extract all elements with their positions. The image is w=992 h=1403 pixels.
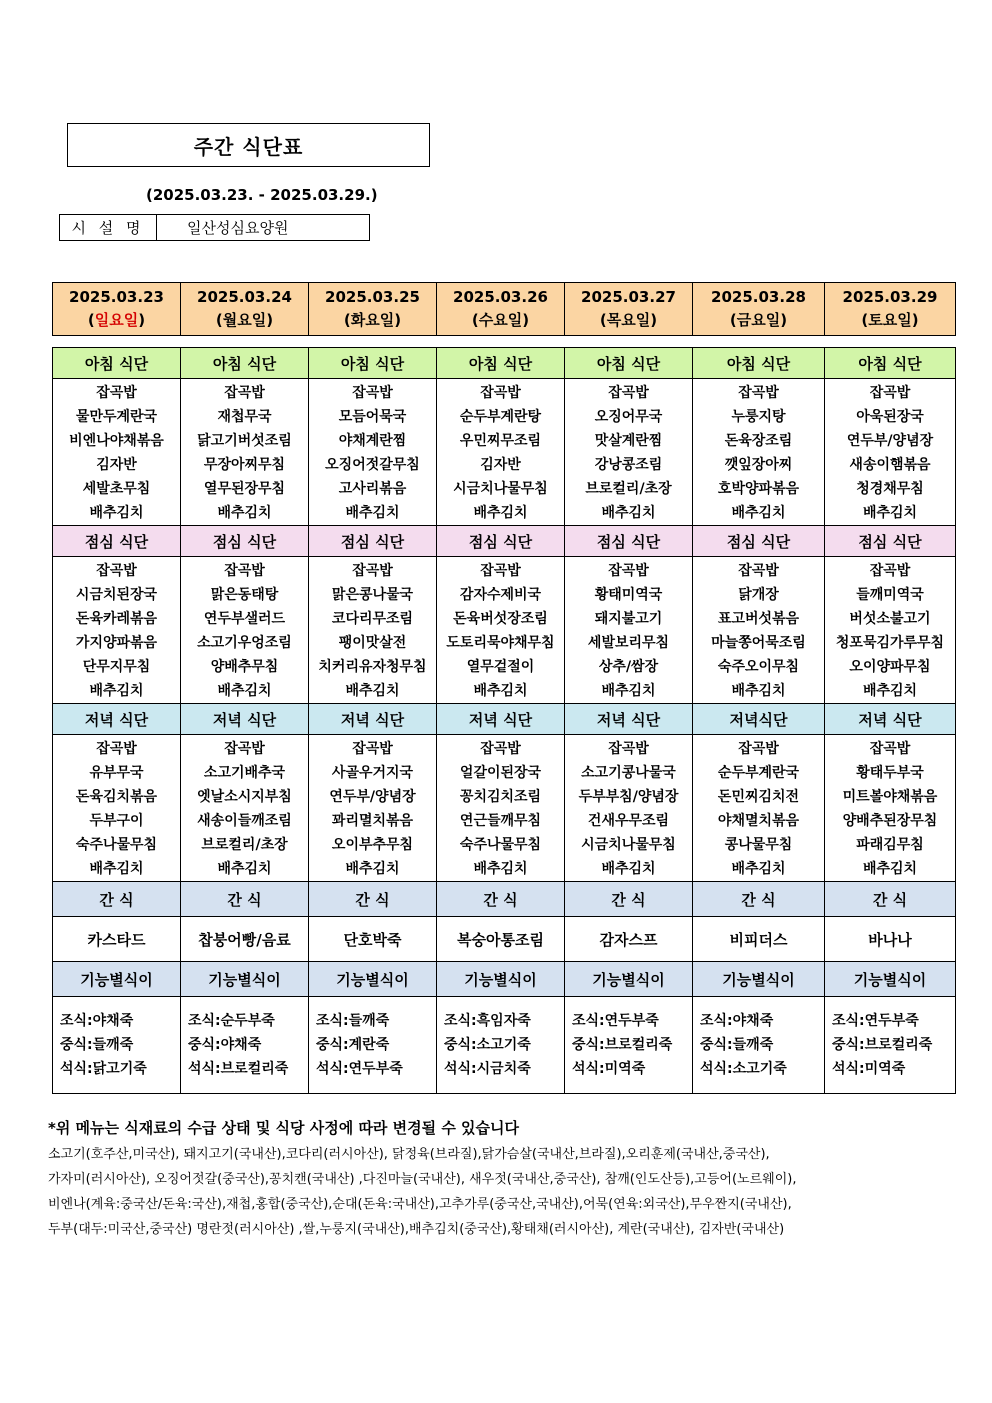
snack-item: 찹붕어빵/음료 bbox=[181, 917, 309, 962]
special-diet-item: 중식:계란죽 bbox=[316, 1037, 390, 1053]
special-diet-item: 조식:야채죽 bbox=[60, 1013, 134, 1029]
menu-item: 잡곡밥 bbox=[869, 385, 911, 401]
lunch-menu-cell bbox=[565, 557, 693, 704]
lunch-menu-cell bbox=[181, 557, 309, 704]
menu-item: 깻잎장아찌 bbox=[724, 457, 793, 473]
menu-item: 시금치된장국 bbox=[75, 587, 158, 603]
special-diet-item: 중식:브로컬리죽 bbox=[572, 1037, 673, 1053]
day-name-wrap bbox=[53, 309, 180, 332]
menu-item: 배추김치 bbox=[731, 505, 786, 521]
breakfast-menu-cell bbox=[825, 379, 956, 526]
paren-close: ) bbox=[138, 311, 146, 329]
lunch-menu-cell bbox=[693, 557, 825, 704]
special-diet-item: 조식:들깨죽 bbox=[316, 1013, 390, 1029]
menu-item: 열무겉절이 bbox=[466, 659, 535, 675]
snack-header-cell: 간 식 bbox=[309, 882, 437, 917]
lunch-header-cell: 점심 식단 bbox=[693, 526, 825, 557]
special-diet-item: 석식:연두부죽 bbox=[316, 1061, 403, 1077]
menu-item: 파래김무침 bbox=[856, 837, 924, 853]
menu-item: 고사리볶음 bbox=[338, 481, 407, 497]
lunch-header-cell: 점심 식단 bbox=[53, 526, 181, 557]
menu-item: 잡곡밥 bbox=[480, 385, 521, 401]
snack-header-cell: 간 식 bbox=[565, 882, 693, 917]
day-header-cell bbox=[825, 283, 956, 336]
menu-item: 두부구이 bbox=[89, 813, 144, 829]
menu-item: 배추김치 bbox=[731, 861, 786, 877]
special-diet-item: 중식:들깨죽 bbox=[60, 1037, 134, 1053]
menu-item: 청포묵김가루무침 bbox=[835, 635, 945, 651]
origin-note-line: 두부(대두:미국산,중국산) 명란젓(러시아산) ,쌀,누룽지(국내산),배추김치(중국산),황태채(러시아산), 계란(국내산), 김자반(국내산) bbox=[48, 1222, 785, 1237]
dinner-menu-cell bbox=[53, 735, 181, 882]
origin-note-line: 비엔나(계육:중국산/돈육:국산),재첩,홍합(중국산),순대(돈육:국내산),고추가루(중국산,국내산),어묵(연육:외국산),무우짠지(국내산), bbox=[48, 1197, 792, 1212]
day-name: 화요일 bbox=[350, 311, 395, 329]
menu-item: 연근들깨무침 bbox=[459, 813, 542, 829]
breakfast-menu-cell bbox=[309, 379, 437, 526]
menu-item: 야채멸치볶음 bbox=[717, 813, 800, 829]
menu-item: 잡곡밥 bbox=[480, 741, 521, 757]
paren-open: ( bbox=[599, 311, 607, 329]
menu-item: 배추김치 bbox=[89, 683, 144, 699]
special-header-cell: 기능별식이 bbox=[437, 962, 565, 997]
snack-header-cell: 간 식 bbox=[437, 882, 565, 917]
menu-item: 배추김치 bbox=[862, 683, 918, 699]
menu-item: 잡곡밥 bbox=[738, 385, 779, 401]
menu-item: 연두부/양념장 bbox=[846, 433, 934, 449]
day-header-cell bbox=[53, 283, 181, 336]
menu-item: 미트볼야채볶음 bbox=[842, 789, 938, 805]
day-header-cell bbox=[181, 283, 309, 336]
breakfast-menu-cell bbox=[53, 379, 181, 526]
lunch-header-cell: 점심 식단 bbox=[825, 526, 956, 557]
special-diet-item: 석식:미역죽 bbox=[832, 1061, 906, 1077]
menu-item: 야채계란찜 bbox=[338, 433, 407, 449]
special-header-cell: 기능별식이 bbox=[565, 962, 693, 997]
special-diet-item: 조식:연두부죽 bbox=[572, 1013, 659, 1029]
menu-item: 돈육김치볶음 bbox=[75, 789, 158, 805]
menu-item: 김자반 bbox=[480, 457, 521, 473]
special-diet-item: 조식:야채죽 bbox=[700, 1013, 774, 1029]
dinner-header-cell: 저녁 식단 bbox=[309, 704, 437, 735]
menu-item: 배추김치 bbox=[217, 683, 272, 699]
special-diet-item: 중식:소고기죽 bbox=[444, 1037, 531, 1053]
paren-open: ( bbox=[861, 311, 869, 329]
menu-item: 배추김치 bbox=[345, 683, 400, 699]
menu-item: 상추/쌈장 bbox=[598, 659, 659, 675]
menu-item: 연두부샐러드 bbox=[203, 611, 286, 627]
menu-item: 배추김치 bbox=[601, 505, 656, 521]
snack-header-cell: 간 식 bbox=[181, 882, 309, 917]
snack-header-cell: 간 식 bbox=[825, 882, 956, 917]
menu-item: 시금치나물무침 bbox=[581, 837, 676, 853]
dinner-items-row bbox=[53, 735, 956, 882]
origin-note-line: 소고기(호주산,미국산), 돼지고기(국내산),코다리(러시아산), 닭정육(브라질),닭가슴살(국내산,브라질),오리훈제(국내산,중국산), bbox=[48, 1147, 770, 1162]
menu-item: 치커리유자청무침 bbox=[318, 659, 427, 675]
menu-item: 오징어젓갈무침 bbox=[325, 457, 420, 473]
menu-item: 배추김치 bbox=[217, 861, 272, 877]
day-header-cell bbox=[437, 283, 565, 336]
special-header-cell: 기능별식이 bbox=[825, 962, 956, 997]
menu-table bbox=[52, 347, 956, 1094]
lunch-menu-cell bbox=[437, 557, 565, 704]
day-name: 월요일 bbox=[222, 311, 267, 329]
facility-name: 일산성심요양원 bbox=[187, 219, 289, 237]
menu-item: 브로컬리/초장 bbox=[585, 481, 672, 497]
menu-item: 잡곡밥 bbox=[480, 563, 521, 579]
breakfast-header-cell: 아침 식단 bbox=[565, 348, 693, 379]
menu-item: 배추김치 bbox=[731, 683, 786, 699]
day-name-wrap bbox=[181, 309, 308, 332]
menu-item: 맑은동태탕 bbox=[210, 587, 279, 603]
menu-item: 배추김치 bbox=[345, 505, 400, 521]
menu-item: 숙주오이무침 bbox=[717, 659, 800, 675]
menu-item: 배추김치 bbox=[601, 861, 656, 877]
special-diet-item: 석식:닭고기죽 bbox=[60, 1061, 147, 1077]
menu-period: (2025.03.23. - 2025.03.29.) bbox=[146, 186, 378, 204]
special-diet-item: 석식:미역죽 bbox=[572, 1061, 646, 1077]
menu-item: 잡곡밥 bbox=[224, 385, 265, 401]
snack-header-cell: 간 식 bbox=[693, 882, 825, 917]
special-diet-item: 조식:흑임자죽 bbox=[444, 1013, 531, 1029]
facility-label: 시 설 명 bbox=[60, 215, 157, 240]
menu-item: 사골우거지국 bbox=[331, 765, 414, 781]
menu-item: 잡곡밥 bbox=[224, 563, 265, 579]
paren-close: ) bbox=[911, 311, 919, 329]
menu-item: 잡곡밥 bbox=[352, 563, 393, 579]
menu-item: 돈육버섯장조림 bbox=[453, 611, 548, 627]
special-diet-cell bbox=[181, 997, 309, 1094]
lunch-menu-cell bbox=[53, 557, 181, 704]
day-name-wrap bbox=[437, 309, 564, 332]
paren-open: ( bbox=[343, 311, 351, 329]
menu-item: 들깨미역국 bbox=[856, 587, 924, 603]
snack-item: 단호박죽 bbox=[309, 917, 437, 962]
menu-item: 재첩무국 bbox=[217, 409, 272, 425]
menu-item: 브로컬리/초장 bbox=[201, 837, 288, 853]
menu-item: 돈육장조림 bbox=[724, 433, 793, 449]
breakfast-menu-cell bbox=[693, 379, 825, 526]
date-row bbox=[53, 283, 956, 336]
breakfast-header-cell: 아침 식단 bbox=[437, 348, 565, 379]
menu-item: 잡곡밥 bbox=[738, 563, 779, 579]
menu-item: 잡곡밥 bbox=[224, 741, 265, 757]
dinner-header-row bbox=[53, 704, 956, 735]
menu-item: 배추김치 bbox=[473, 861, 528, 877]
menu-item: 새송이햄볶음 bbox=[849, 457, 931, 473]
dinner-header-cell: 저녁식단 bbox=[693, 704, 825, 735]
menu-item: 오징어무국 bbox=[594, 409, 663, 425]
menu-item: 모듬어묵국 bbox=[338, 409, 407, 425]
snack-header-row bbox=[53, 882, 956, 917]
special-diet-cell bbox=[825, 997, 956, 1094]
menu-item: 잡곡밥 bbox=[352, 741, 393, 757]
menu-item: 잡곡밥 bbox=[869, 563, 911, 579]
facility-box bbox=[59, 214, 370, 241]
day-name: 토요일 bbox=[868, 311, 912, 329]
day-name: 목요일 bbox=[606, 311, 651, 329]
day-header-cell bbox=[309, 283, 437, 336]
menu-item: 배추김치 bbox=[473, 505, 528, 521]
day-date: 2025.03.28 bbox=[711, 288, 806, 306]
menu-item: 도토리묵야채무침 bbox=[446, 635, 555, 651]
day-date: 2025.03.26 bbox=[453, 288, 548, 306]
menu-item: 숙주나물무침 bbox=[75, 837, 158, 853]
menu-item: 양배추된장무침 bbox=[842, 813, 938, 829]
lunch-menu-cell bbox=[309, 557, 437, 704]
day-name: 수요일 bbox=[478, 311, 523, 329]
lunch-header-cell: 점심 식단 bbox=[181, 526, 309, 557]
paren-open: ( bbox=[215, 311, 223, 329]
menu-item: 세발초무침 bbox=[82, 481, 151, 497]
paren-close: ) bbox=[266, 311, 274, 329]
menu-item: 닭개장 bbox=[738, 587, 779, 603]
lunch-header-cell: 점심 식단 bbox=[309, 526, 437, 557]
special-header-cell: 기능별식이 bbox=[53, 962, 181, 997]
menu-item: 배추김치 bbox=[601, 683, 656, 699]
notes-headline: *위 메뉴는 식재료의 수급 상태 및 식당 사정에 따라 변경될 수 있습니다 bbox=[48, 1119, 520, 1137]
breakfast-header-row bbox=[53, 348, 956, 379]
menu-item: 배추김치 bbox=[217, 505, 272, 521]
paren-open: ( bbox=[729, 311, 737, 329]
breakfast-menu-cell bbox=[565, 379, 693, 526]
snack-item: 복숭아통조림 bbox=[437, 917, 565, 962]
breakfast-menu-cell bbox=[181, 379, 309, 526]
menu-item: 숙주나물무침 bbox=[459, 837, 542, 853]
menu-item: 소고기우엉조림 bbox=[197, 635, 292, 651]
lunch-header-cell: 점심 식단 bbox=[437, 526, 565, 557]
menu-item: 배추김치 bbox=[345, 861, 400, 877]
menu-item: 닭고기버섯조림 bbox=[197, 433, 292, 449]
special-diet-item: 조식:순두부죽 bbox=[188, 1013, 275, 1029]
menu-item: 세발보리무침 bbox=[587, 635, 670, 651]
menu-item: 팽이맛살전 bbox=[338, 635, 407, 651]
menu-item: 물만두계란국 bbox=[75, 409, 158, 425]
dinner-menu-cell bbox=[181, 735, 309, 882]
day-date: 2025.03.29 bbox=[842, 288, 938, 306]
menu-item: 아욱된장국 bbox=[856, 409, 924, 425]
special-diet-item: 석식:시금치죽 bbox=[444, 1061, 531, 1077]
page-title: 주간 식단표 bbox=[67, 123, 430, 167]
notes-section bbox=[48, 1117, 948, 1242]
breakfast-items-row bbox=[53, 379, 956, 526]
paren-close: ) bbox=[394, 311, 402, 329]
special-diet-item: 석식:소고기죽 bbox=[700, 1061, 787, 1077]
dinner-header-cell: 저녁 식단 bbox=[565, 704, 693, 735]
menu-item: 돈민찌김치전 bbox=[717, 789, 800, 805]
menu-item: 배추김치 bbox=[89, 861, 144, 877]
menu-item: 두부부침/양념장 bbox=[578, 789, 679, 805]
special-diet-cell bbox=[309, 997, 437, 1094]
menu-item: 맑은콩나물국 bbox=[331, 587, 414, 603]
breakfast-header-cell: 아침 식단 bbox=[309, 348, 437, 379]
menu-item: 청경채무침 bbox=[856, 481, 924, 497]
menu-item: 유부무국 bbox=[89, 765, 144, 781]
day-date: 2025.03.24 bbox=[197, 288, 292, 306]
menu-item: 마늘쫑어묵조림 bbox=[711, 635, 806, 651]
menu-item: 돼지불고기 bbox=[594, 611, 663, 627]
menu-item: 단무지무침 bbox=[82, 659, 151, 675]
paren-open: ( bbox=[471, 311, 479, 329]
dinner-menu-cell bbox=[309, 735, 437, 882]
dinner-header-cell: 저녁 식단 bbox=[437, 704, 565, 735]
dinner-header-cell: 저녁 식단 bbox=[181, 704, 309, 735]
snack-item: 카스타드 bbox=[53, 917, 181, 962]
origin-notes bbox=[48, 1142, 948, 1242]
menu-item: 새송이들깨조림 bbox=[197, 813, 292, 829]
menu-item: 황태미역국 bbox=[594, 587, 663, 603]
dinner-header-cell: 저녁 식단 bbox=[825, 704, 956, 735]
menu-item: 잡곡밥 bbox=[96, 563, 137, 579]
menu-item: 소고기배추국 bbox=[203, 765, 286, 781]
special-diet-item: 중식:들깨죽 bbox=[700, 1037, 774, 1053]
menu-item: 순두부계란국 bbox=[717, 765, 800, 781]
menu-item: 연두부/양념장 bbox=[329, 789, 416, 805]
paren-close: ) bbox=[650, 311, 658, 329]
lunch-header-row bbox=[53, 526, 956, 557]
lunch-menu-cell bbox=[825, 557, 956, 704]
breakfast-header-cell: 아침 식단 bbox=[53, 348, 181, 379]
day-name: 일요일 bbox=[94, 311, 139, 329]
menu-item: 잡곡밥 bbox=[738, 741, 779, 757]
menu-item: 잡곡밥 bbox=[608, 741, 649, 757]
dinner-menu-cell bbox=[565, 735, 693, 882]
day-name-wrap bbox=[565, 309, 692, 332]
day-header-cell bbox=[565, 283, 693, 336]
day-date: 2025.03.27 bbox=[581, 288, 676, 306]
day-name: 금요일 bbox=[736, 311, 781, 329]
menu-item: 배추김치 bbox=[89, 505, 144, 521]
paren-open: ( bbox=[87, 311, 95, 329]
menu-item: 호박양파볶음 bbox=[717, 481, 800, 497]
menu-item: 배추김치 bbox=[862, 861, 918, 877]
special-header-cell: 기능별식이 bbox=[309, 962, 437, 997]
menu-item: 오이양파무침 bbox=[849, 659, 931, 675]
menu-item: 꽁치김치조림 bbox=[459, 789, 542, 805]
lunch-header-cell: 점심 식단 bbox=[565, 526, 693, 557]
menu-item: 김자반 bbox=[96, 457, 137, 473]
menu-item: 황태두부국 bbox=[856, 765, 924, 781]
menu-item: 순두부계란탕 bbox=[459, 409, 542, 425]
menu-item: 꽈리멸치볶음 bbox=[331, 813, 414, 829]
lunch-items-row bbox=[53, 557, 956, 704]
menu-item: 무장아찌무침 bbox=[203, 457, 286, 473]
menu-item: 잡곡밥 bbox=[96, 385, 137, 401]
special-diet-item: 조식:연두부죽 bbox=[832, 1013, 919, 1029]
menu-item: 잡곡밥 bbox=[608, 563, 649, 579]
menu-item: 가지양파볶음 bbox=[75, 635, 158, 651]
menu-item: 건새우무조림 bbox=[587, 813, 670, 829]
day-name-wrap bbox=[309, 309, 436, 332]
snack-item: 바나나 bbox=[825, 917, 956, 962]
special-diet-item: 석식:브로컬리죽 bbox=[188, 1061, 289, 1077]
menu-item: 양배추무침 bbox=[210, 659, 279, 675]
day-date: 2025.03.23 bbox=[69, 288, 164, 306]
menu-item: 얼갈이된장국 bbox=[459, 765, 542, 781]
menu-item: 소고기콩나물국 bbox=[581, 765, 676, 781]
menu-item: 누룽지탕 bbox=[731, 409, 786, 425]
breakfast-header-cell: 아침 식단 bbox=[181, 348, 309, 379]
special-diet-cell bbox=[53, 997, 181, 1094]
dinner-menu-cell bbox=[693, 735, 825, 882]
menu-item: 우민찌무조림 bbox=[459, 433, 542, 449]
breakfast-menu-cell bbox=[437, 379, 565, 526]
menu-item: 콩나물무침 bbox=[724, 837, 793, 853]
menu-item: 시금치나물무침 bbox=[453, 481, 548, 497]
special-header-cell: 기능별식이 bbox=[181, 962, 309, 997]
special-diet-item: 중식:브로컬리죽 bbox=[832, 1037, 933, 1053]
special-diet-cell bbox=[565, 997, 693, 1094]
menu-item: 잡곡밥 bbox=[608, 385, 649, 401]
menu-item: 맛살계란찜 bbox=[594, 433, 663, 449]
menu-item: 배추김치 bbox=[862, 505, 918, 521]
special-header-cell: 기능별식이 bbox=[693, 962, 825, 997]
special-diet-cell bbox=[693, 997, 825, 1094]
date-header-table bbox=[52, 282, 956, 336]
day-header-cell bbox=[693, 283, 825, 336]
breakfast-header-cell: 아침 식단 bbox=[693, 348, 825, 379]
snack-item: 감자스프 bbox=[565, 917, 693, 962]
menu-item: 잡곡밥 bbox=[869, 741, 911, 757]
snack-header-cell: 간 식 bbox=[53, 882, 181, 917]
menu-item: 잡곡밥 bbox=[352, 385, 393, 401]
dinner-menu-cell bbox=[825, 735, 956, 882]
paren-close: ) bbox=[780, 311, 788, 329]
day-name-wrap bbox=[825, 309, 955, 332]
menu-item: 표고버섯볶음 bbox=[717, 611, 800, 627]
dinner-menu-cell bbox=[437, 735, 565, 882]
special-diet-cell bbox=[437, 997, 565, 1094]
menu-item: 돈육카레볶음 bbox=[75, 611, 158, 627]
menu-item: 감자수제비국 bbox=[459, 587, 542, 603]
menu-item: 엣날소시지부침 bbox=[197, 789, 292, 805]
special-items-row bbox=[53, 997, 956, 1094]
snack-item: 비피더스 bbox=[693, 917, 825, 962]
day-date: 2025.03.25 bbox=[325, 288, 420, 306]
menu-item: 오이부추무침 bbox=[331, 837, 414, 853]
breakfast-header-cell: 아침 식단 bbox=[825, 348, 956, 379]
menu-item: 잡곡밥 bbox=[96, 741, 137, 757]
origin-note-line: 가자미(러시아산), 오징어젓갈(중국산),꽁치캔(국내산) ,다진마늘(국내산), 새우젓(국내산,중국산), 참깨(인도산등),고등어(노르웨이), bbox=[48, 1172, 797, 1187]
special-diet-item: 중식:야채죽 bbox=[188, 1037, 262, 1053]
menu-item: 버섯소불고기 bbox=[849, 611, 931, 627]
special-header-row bbox=[53, 962, 956, 997]
day-name-wrap bbox=[693, 309, 824, 332]
menu-item: 코다리무조림 bbox=[331, 611, 414, 627]
snack-items-row bbox=[53, 917, 956, 962]
paren-close: ) bbox=[522, 311, 530, 329]
menu-item: 열무된장무침 bbox=[203, 481, 286, 497]
menu-item: 비엔나야채볶음 bbox=[69, 433, 164, 449]
menu-item: 강낭콩조림 bbox=[594, 457, 663, 473]
dinner-header-cell: 저녁 식단 bbox=[53, 704, 181, 735]
menu-item: 배추김치 bbox=[473, 683, 528, 699]
